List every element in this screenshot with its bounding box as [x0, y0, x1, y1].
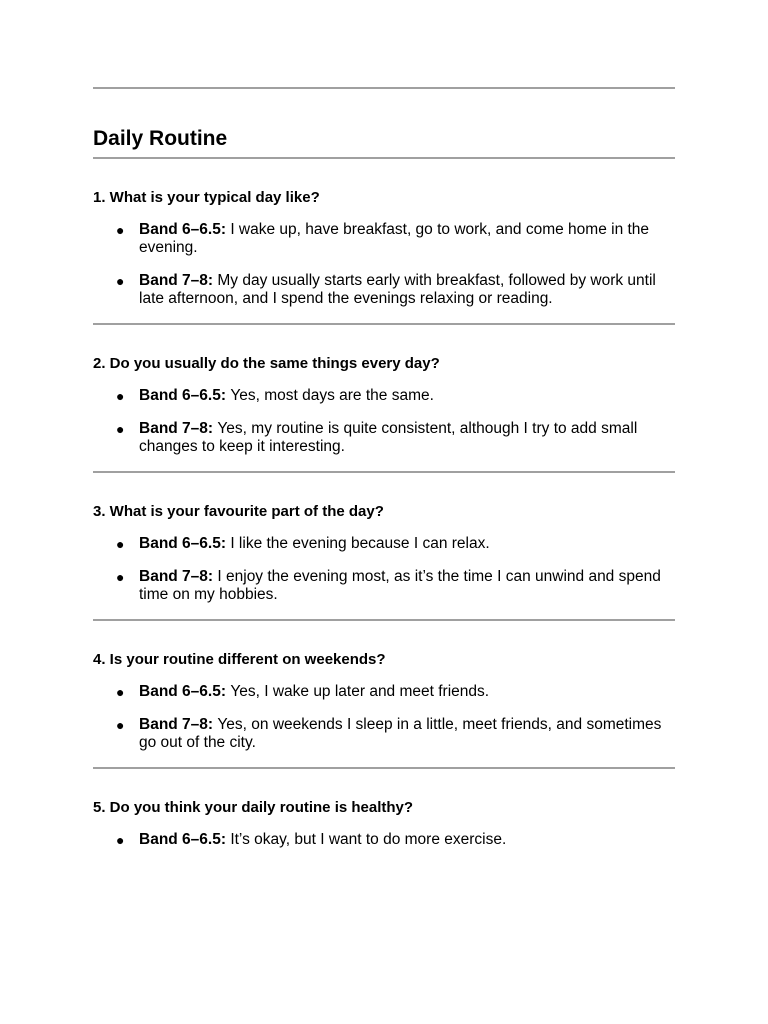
band-label: Band 6–6.5:	[139, 831, 231, 848]
answer-text: My day usually starts early with breakfast, followed by work until late afternoon, and I spend the evenings relaxing or reading.	[139, 272, 656, 307]
section-divider	[93, 323, 675, 325]
question-heading: 5. Do you think your daily routine is healthy?	[93, 799, 414, 816]
question-section	[93, 799, 675, 849]
answer-item	[93, 716, 675, 752]
answer-list	[93, 221, 675, 308]
answer-list	[93, 831, 675, 849]
band-label: Band 6–6.5:	[139, 535, 231, 552]
answer-item	[93, 420, 675, 456]
question-section	[93, 503, 675, 621]
answer-item	[93, 387, 675, 405]
answer-list	[93, 683, 675, 752]
answer-item	[93, 535, 675, 553]
bullet-icon: ●	[116, 536, 125, 552]
question-heading: 1. What is your typical day like?	[93, 189, 320, 206]
question-section	[93, 355, 675, 473]
title-underline	[93, 157, 675, 159]
band-label: Band 7–8:	[139, 272, 218, 289]
bullet-icon: ●	[116, 832, 125, 848]
answer-item	[93, 831, 675, 849]
top-divider	[93, 87, 675, 89]
section-divider	[93, 471, 675, 473]
answer-text: I like the evening because I can relax.	[230, 535, 490, 552]
question-heading: 2. Do you usually do the same things every day?	[93, 355, 440, 372]
question-heading: 3. What is your favourite part of the day?	[93, 503, 384, 520]
bullet-icon: ●	[116, 222, 125, 238]
answer-text: Yes, my routine is quite consistent, although I try to add small changes to keep it interesting.	[139, 420, 638, 455]
question-section	[93, 189, 675, 325]
band-label: Band 7–8:	[139, 716, 218, 733]
answer-list	[93, 535, 675, 604]
answer-text: Yes, most days are the same.	[230, 387, 434, 404]
band-label: Band 6–6.5:	[139, 221, 231, 238]
answer-item	[93, 272, 675, 308]
answer-text: I wake up, have breakfast, go to work, and come home in the evening.	[139, 221, 650, 256]
bullet-icon: ●	[116, 569, 125, 585]
document-page	[93, 0, 675, 864]
section-divider	[93, 767, 675, 769]
answer-text: It’s okay, but I want to do more exercise.	[230, 831, 507, 848]
bullet-icon: ●	[116, 273, 125, 289]
band-label: Band 7–8:	[139, 568, 218, 585]
answer-item	[93, 568, 675, 604]
page-title: Daily Routine	[93, 127, 228, 150]
answer-text: I enjoy the evening most, as it’s the time I can unwind and spend time on my hobbies.	[139, 568, 661, 603]
bullet-icon: ●	[116, 388, 125, 404]
bullet-icon: ●	[116, 421, 125, 437]
question-heading: 4. Is your routine different on weekends?	[93, 651, 386, 668]
question-section	[93, 651, 675, 769]
bullet-icon: ●	[116, 684, 125, 700]
answer-text: Yes, I wake up later and meet friends.	[230, 683, 490, 700]
section-divider	[93, 619, 675, 621]
answer-item	[93, 683, 675, 701]
answer-item	[93, 221, 675, 257]
answer-text: Yes, on weekends I sleep in a little, meet friends, and sometimes go out of the city.	[139, 716, 662, 751]
answer-list	[93, 387, 675, 456]
bullet-icon: ●	[116, 717, 125, 733]
band-label: Band 6–6.5:	[139, 387, 231, 404]
band-label: Band 7–8:	[139, 420, 218, 437]
band-label: Band 6–6.5:	[139, 683, 231, 700]
